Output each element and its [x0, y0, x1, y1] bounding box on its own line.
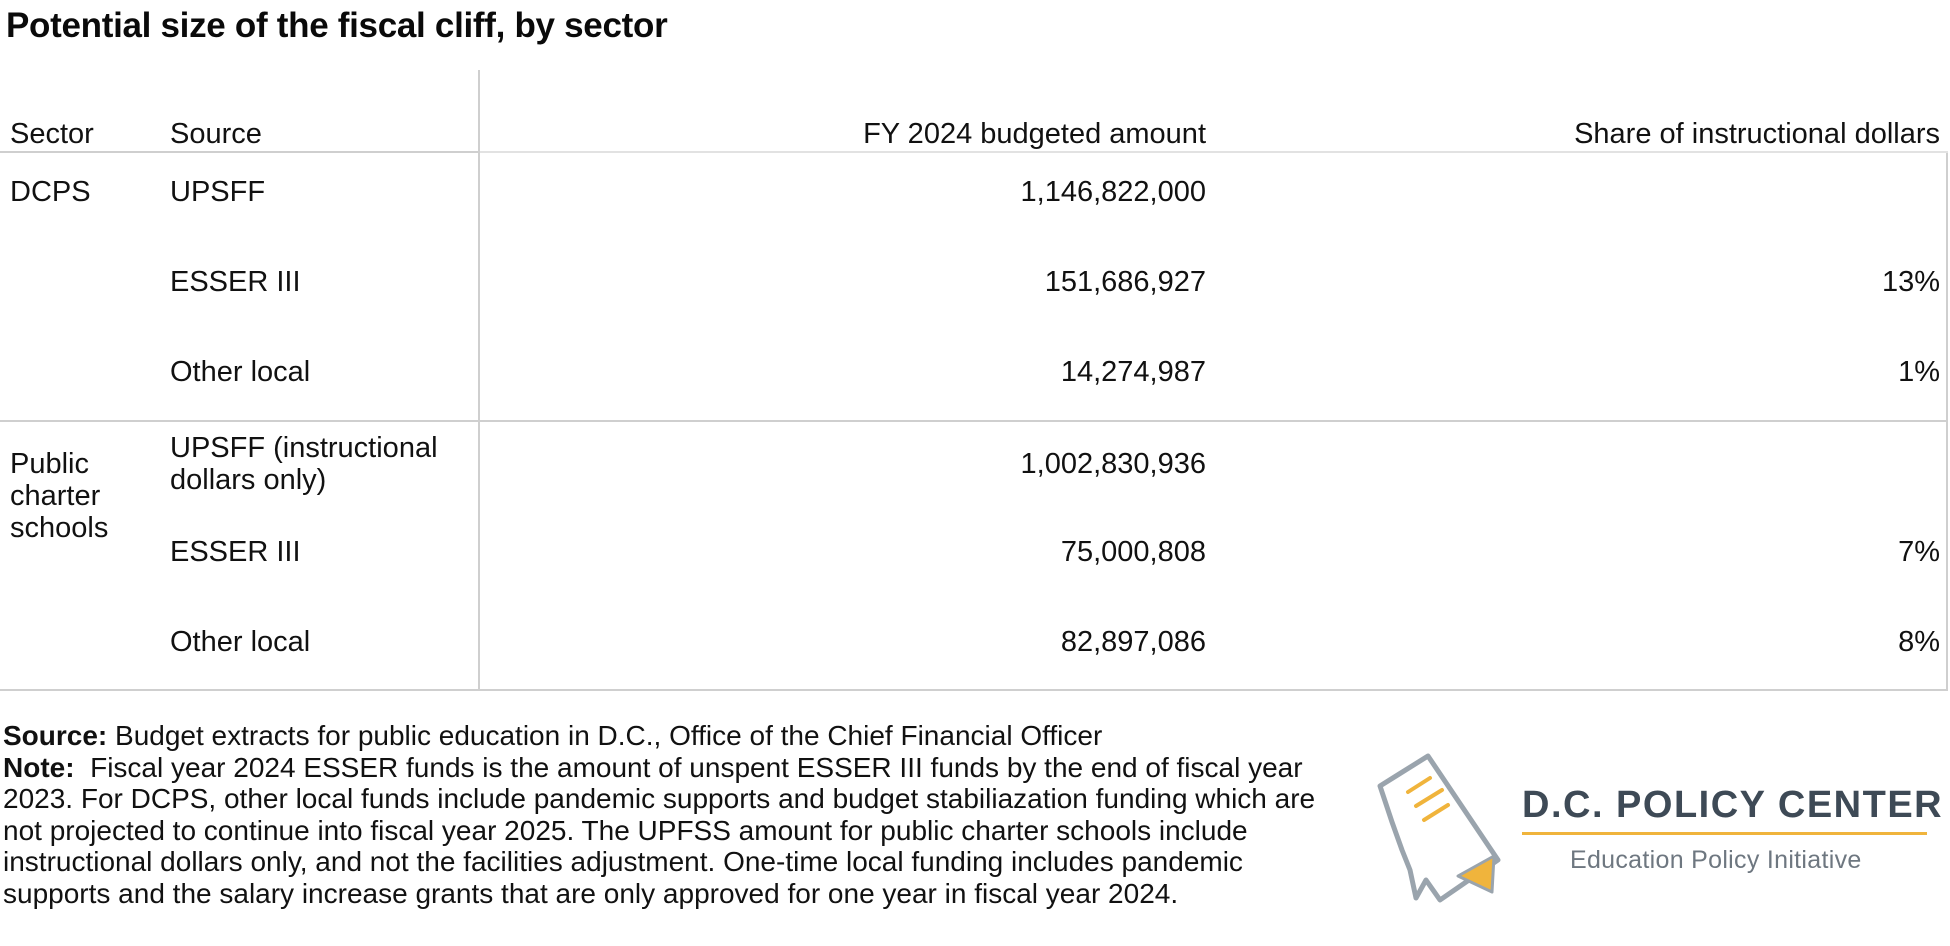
brand-name: D.C. POLICY CENTER: [1522, 784, 1944, 826]
document-pen-icon: [1380, 756, 1498, 900]
note: [3, 752, 1343, 910]
share-cell: 13%: [1881, 266, 1940, 298]
source-cell: ESSER III: [170, 536, 301, 568]
divider-header: [0, 151, 478, 153]
source-label: Source:: [3, 720, 108, 751]
column-header-source: Source: [170, 118, 262, 150]
brand-subtitle: Education Policy Initiative: [1570, 846, 1862, 874]
source-cell: ESSER III: [170, 266, 301, 298]
divider-vertical-label: [478, 70, 480, 690]
source-note: [3, 720, 1343, 752]
note-text: Fiscal year 2024 ESSER funds is the amount of unspent ESSER III funds by the end of fiscal year 2023. For DCPS, other local funds include pandemic supports and budget stabiliazation funding which are not projected to continue into fiscal year 2025. The UPFSS amount for public charter schools include instructional dollars only, and not the facilities adjustment. One-time local funding includes pandemic supports and the salary increase grants that are only approved for one year in fiscal year 2024.: [3, 751, 1316, 909]
amount-cell: 1,146,822,000: [1020, 176, 1206, 208]
amount-cell: 75,000,808: [1060, 536, 1206, 568]
source-cell: Other local: [170, 356, 311, 388]
source-cell: UPSFF: [170, 176, 266, 208]
source-cell: Other local: [170, 626, 311, 658]
chart-title: Potential size of the fiscal cliff, by sector: [6, 6, 668, 45]
share-cell: 8%: [1898, 626, 1940, 658]
note-label: Note:: [3, 751, 75, 783]
amount-cell: 82,897,086: [1060, 626, 1206, 658]
source-cell: UPSFF (instructional dollars only): [170, 432, 438, 496]
amount-cell: 1,002,830,936: [1020, 448, 1206, 480]
source-text: Budget extracts for public education in D.C., Office of the Chief Financial Officer: [115, 720, 1103, 751]
column-header-share: Share of instructional dollars: [1574, 118, 1940, 150]
amount-cell: 151,686,927: [1044, 266, 1206, 298]
divider-group: [0, 420, 1948, 422]
share-cell: 7%: [1898, 536, 1940, 568]
column-header-amount: FY 2024 budgeted amount: [863, 118, 1206, 150]
footnotes: [3, 720, 1343, 909]
divider-header: [480, 151, 1948, 153]
sector-label: Public charter schools: [10, 448, 109, 544]
column-header-sector: Sector: [10, 118, 94, 150]
budget-table: [0, 70, 1950, 690]
divider-bottom: [0, 689, 1948, 691]
amount-cell: 14,274,987: [1060, 356, 1206, 388]
sector-label: DCPS: [10, 176, 91, 208]
share-cell: 1%: [1898, 356, 1940, 388]
brand-divider: [1522, 832, 1927, 835]
